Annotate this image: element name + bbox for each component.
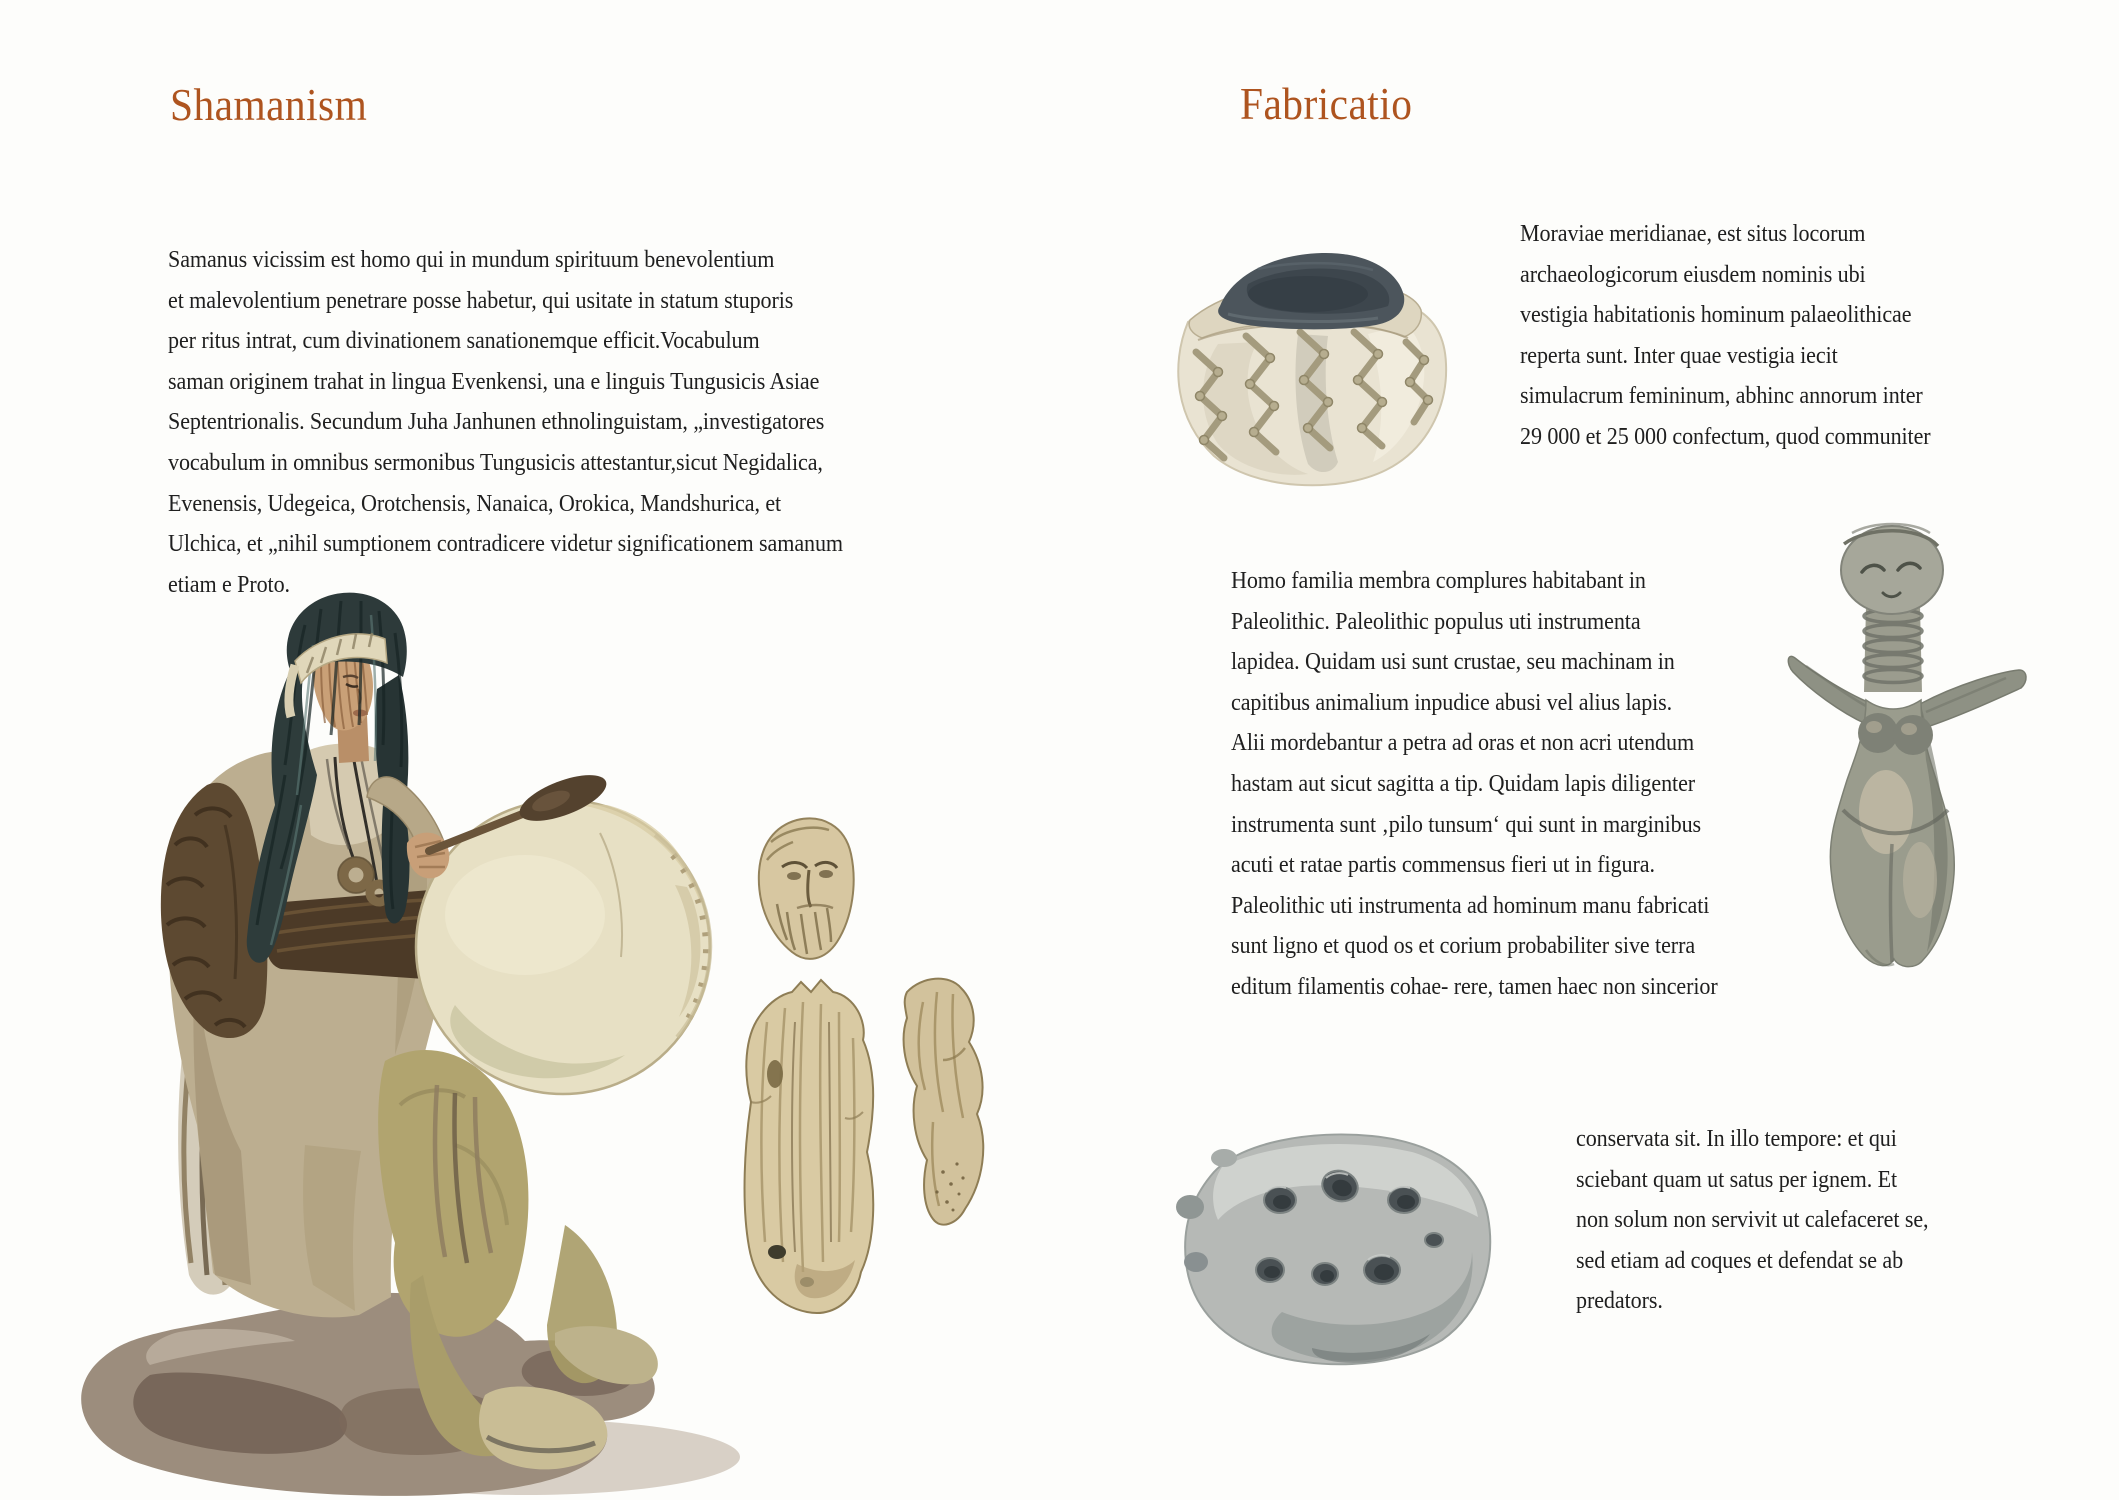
text-line: Evenensis, Udegeica, Orotchensis, Nanaica, Orokica, Mandshurica, et bbox=[168, 490, 782, 517]
text-line: sciebant quam ut satus per ignem. Et bbox=[1576, 1166, 1898, 1193]
text-line: simulacrum femininum, abhinc annorum inter bbox=[1520, 383, 1923, 410]
text-line: vocabulum in omnibus sermonibus Tungusicis attestantur,sicut Negidalica, bbox=[168, 449, 823, 476]
text-line: saman originem trahat in lingua Evenkensi, una e linguis Tungusicis Asiae bbox=[168, 368, 820, 395]
left-page-title: Shamanism bbox=[170, 79, 368, 130]
text-line: hastam aut sicut sagitta a tip. Quidam lapis diligenter bbox=[1231, 770, 1696, 797]
right-page-title: Fabricatio bbox=[1240, 78, 1413, 129]
site-paragraph bbox=[1520, 214, 1931, 458]
carved-head-artifact bbox=[759, 818, 854, 958]
text-line: editum filamentis cohae- rere, tamen haec non sincerior bbox=[1231, 973, 1718, 1000]
text-line: etiam e Proto. bbox=[168, 571, 290, 598]
text-line: capitibus animalium inpudice abusi vel alius lapis. bbox=[1231, 689, 1673, 716]
text-line: Ulchica, et „nihil sumptionem contradicere videtur significationem samanum bbox=[168, 531, 844, 558]
text-line: conservata sit. In illo tempore: et qui bbox=[1576, 1126, 1897, 1152]
figurine-neck bbox=[1864, 606, 1922, 692]
text-line: Moraviae meridianae, est situs locorum bbox=[1520, 221, 1866, 247]
pottery-vessel-illustration bbox=[1158, 224, 1458, 496]
text-line: archaeologicorum eiusdem nominis ubi bbox=[1520, 261, 1866, 288]
bone-fragment-large bbox=[745, 980, 874, 1313]
shamanism-paragraph bbox=[168, 240, 843, 605]
text-line: acuti et ratae partis commensus fieri ut in figura. bbox=[1231, 852, 1655, 879]
stone-bump bbox=[1176, 1195, 1204, 1219]
text-line: reperta sunt. Inter quae vestigia iecit bbox=[1520, 342, 1838, 369]
text-line: instrumenta sunt ‚pilo tunsumʻ qui sunt in marginibus bbox=[1231, 811, 1702, 838]
frame-drum bbox=[416, 800, 710, 1094]
text-line: Paleolithic. Paleolithic populus uti instrumenta bbox=[1231, 608, 1641, 635]
pot-opening bbox=[1218, 253, 1404, 329]
tools-paragraph bbox=[1231, 561, 1718, 1008]
figurine-body bbox=[1830, 700, 1954, 967]
figurine-head bbox=[1841, 524, 1943, 614]
text-line: per ritus intrat, cum divinationem sanationemque efficit.Vocabulum bbox=[168, 328, 760, 355]
text-line: Homo familia membra complures habitabant in bbox=[1231, 568, 1646, 594]
perforated-stone-illustration bbox=[1162, 1112, 1502, 1377]
text-line: Paleolithic uti instrumenta ad hominum manu fabricati bbox=[1231, 892, 1710, 919]
text-line: sunt ligno et quod os et corium probabiliter sive terra bbox=[1231, 933, 1696, 960]
text-line: sed etiam ad coques et defendat se ab bbox=[1576, 1247, 1904, 1274]
text-line: lapidea. Quidam usi sunt crustae, seu machinam in bbox=[1231, 649, 1675, 676]
text-line: Samanus vicissim est homo qui in mundum spirituum benevolentium bbox=[168, 247, 775, 273]
bone-artifacts-illustration bbox=[737, 812, 1002, 1327]
shaman-illustration bbox=[55, 585, 755, 1500]
bone-fragment-curved bbox=[904, 979, 984, 1225]
text-line: et malevolentium penetrare posse habetur, qui usitate in statum stuporis bbox=[168, 287, 794, 314]
text-line: Alii mordebantur a petra ad oras et non acri utendum bbox=[1231, 730, 1695, 757]
fire-paragraph bbox=[1576, 1119, 1928, 1322]
text-line: vestigia habitationis hominum palaeolithicae bbox=[1520, 302, 1912, 329]
text-line: predators. bbox=[1576, 1288, 1663, 1315]
venus-figurine-illustration bbox=[1786, 520, 2031, 970]
text-line: Septentrionalis. Secundum Juha Janhunen ethnolinguistam, „investigatores bbox=[168, 409, 825, 436]
text-line: 29 000 et 25 000 confectum, quod communiter bbox=[1520, 423, 1931, 450]
text-line: non solum non servivit ut calefaceret se, bbox=[1576, 1207, 1929, 1234]
